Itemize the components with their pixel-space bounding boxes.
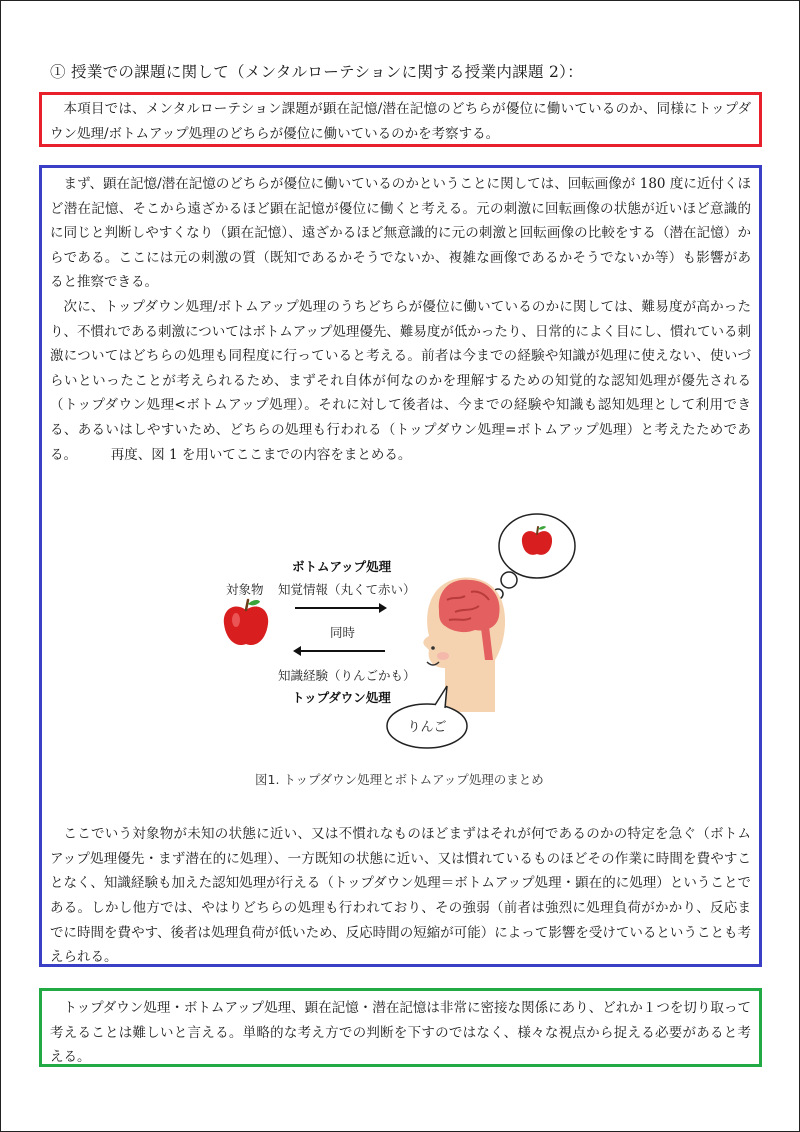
head-illustration [385,500,600,750]
knowledge-label: 知識経験（りんごかも） [278,668,416,683]
conclusion-box [39,988,762,1067]
apple-icon [218,596,274,652]
thought-bubble [493,514,575,599]
purpose-text: 本項目では、メンタルローテション課題が顕在記憶/潜在記憶のどちらが優位に働いているのか、同様にトップダウン処理/ボトムアップ処理のどちらが優位に働いているのかを考察する。 [50,101,751,142]
bottom-up-arrow [295,607,385,609]
speech-text: りんご [407,720,447,735]
section-heading: ① 授業での課題に関して（メンタルローテションに関する授業内課題 2）： [50,63,584,81]
figure-caption: 図1. トップダウン処理とボトムアップ処理のまとめ [255,772,544,787]
bottom-up-label: ボトムアップ処理 [292,559,392,574]
perception-label: 知覚情報（丸くて赤い） [278,582,416,597]
discussion-paragraph-2: 次に、トップダウン処理/ボトムアップ処理のうちどちらが優位に働いているのかに関しては、難易度が高かったり、不慣れである刺激についてはボトムアップ処理優先、難易度が低かったり、日常的によく目にし、慣れている刺激についてはどちらの処理も同程度に行っていると考える。前者は今までの経験や知識が処理に使えない、使いづらいといったことが考えられるため、まずそれ自体が何なのかを理解するための知覚的な認知処理が優先される（トップダウン処理<ボトムアップ処理）。それに対して後者は、今までの経験や知識も認知処理として利用できる、あるいはしやすいため、どちらの処理も行われる（トップダウン処理=ボトムアップ処理）と考えたためである。 再度、図 1 を用いてここまでの内容をまとめる。 [50,298,751,463]
top-down-arrow [295,650,385,652]
object-label: 対象物 [226,582,264,597]
top-down-label: トップダウン処理 [292,690,391,705]
purpose-box [39,92,762,147]
conclusion-text: トップダウン処理・ボトムアップ処理、顕在記憶・潜在記憶は非常に密接な関係にあり、どれか１つを切り取って考えることは難しいと言える。単略的な考え方での判断を下すのではなく、様々な視点から捉える必要があると考える。 [50,1000,751,1066]
simultaneous-label: 同時 [330,625,356,640]
figure-1 [180,500,600,750]
discussion-paragraph-1: まず、顕在記憶/潜在記憶のどちらが優位に働いているのかということに関しては、回転画像が 180 度に近付くほど潜在記憶、そこから遠ざかるほど顕在記憶が優位に働くと考える。元の刺激に回転画像の状態が近いほど意識的に同じと判断しやすくなり（顕在記憶）、遠ざかるほど無意識的に元の刺激と回転画像の比較をする（潜在記憶）からである。ここには元の刺激の質（既知であるかそうでないか、複雑な画像であるかそうでないか等）も影響があると推察できる。 [50,176,751,291]
discussion-paragraph-3: ここでいう対象物が未知の状態に近い、又は不慣れなものほどまずはそれが何であるのかの特定を急ぐ（ボトムアップ処理優先・まず潜在的に処理）、一方既知の状態に近い、又は慣れているものほどその作業に時間を費やすことなく、知識経験も加えた認知処理が行える（トップダウン処理＝ボトムアップ処理・顕在的に処理）ということである。しかし他方では、やはりどちらの処理も行われており、その強弱（前者は強烈に処理負荷がかかり、反応までに時間を費やす、後者は処理負荷が低いため、反応時間の短縮が可能）によって影響を受けているということも考えられる。 [50,826,751,966]
